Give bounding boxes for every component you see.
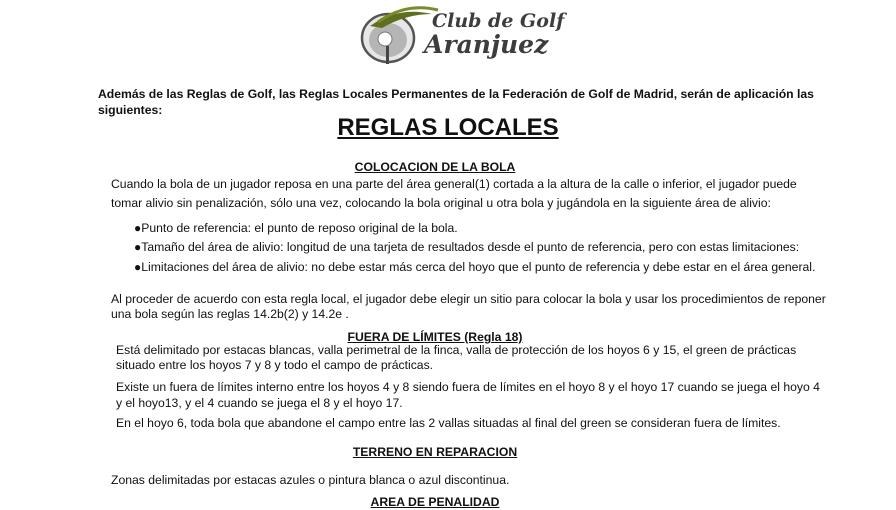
colocacion-para2-line2: una bola según las reglas 14.2b(2) y 14.2e . <box>111 307 349 321</box>
bullet-text: Tamaño del área de alivio: longitud de una tarjeta de resultados desde el punto de referencia, pero con estas limitaciones: <box>141 240 800 254</box>
section-title-area-penalidad: AREA DE PENALIDAD <box>370 495 500 509</box>
bullet-icon: ● <box>134 240 142 254</box>
fuera-p1-line2: situado entre los hoyos 7 y 8 y todo el campo de prácticas. <box>116 358 434 372</box>
section-title-colocacion: COLOCACION DE LA BOLA <box>354 160 516 174</box>
fuera-p1-line1: Está delimitado por estacas blancas, valla perimetral de la finca, valla de protección de los hoyos 6 y 15, el green de prácticas <box>116 343 797 357</box>
colocacion-para1-line1: Cuando la bola de un jugador reposa en una parte del área general(1) cortada a la altura de la calle o inferior, el jugador puede <box>111 177 797 191</box>
colocacion-para1-line2: tomar alivio sin penalización, sólo una vez, colocando la bola original u otra bola y jugándola en la siguiente área de alivio: <box>111 196 771 210</box>
bullet-item-tamano <box>134 239 799 255</box>
bullet-text: Punto de referencia: el punto de reposo original de la bola. <box>141 221 458 235</box>
fuera-p2-line1: Existe un fuera de límites interno entre los hoyos 4 y 8 siendo fuera de límites en el hoyo 8 y el hoyo 17 cuando se juega el hoyo 4 <box>116 380 820 394</box>
page-title: REGLAS LOCALES <box>337 114 559 141</box>
terreno-text: Zonas delimitadas por estacas azules o pintura blanca o azul discontinua. <box>111 473 510 487</box>
intro-paragraph: Además de las Reglas de Golf, las Reglas Locales Permanentes de la Federación de Golf de Madrid, serán de aplicación las siguientes: <box>98 87 814 117</box>
bullet-text: Limitaciones del área de alivio: no debe estar más cerca del hoyo que el punto de referencia y debe estar en el área general. <box>141 260 816 274</box>
bullet-item-referencia <box>134 220 458 236</box>
bullet-icon: ● <box>134 260 142 274</box>
logo-text-aranjuez: Aranjuez <box>424 30 549 59</box>
colocacion-para2-line1: Al proceder de acuerdo con esta regla local, el jugador debe elegir un sitio para colocar la bola y usar los procedimientos de reponer <box>111 292 826 306</box>
logo-text-club: Club de Golf <box>432 10 565 32</box>
fuera-p3: En el hoyo 6, toda bola que abandone el campo entre las 2 vallas situadas al final del green se consideran fuera de límites. <box>116 416 781 430</box>
bullet-item-limitaciones <box>134 259 815 275</box>
fuera-p2-line2: y el hoyo13, y el 4 cuando se juega el 8 y el hoyo 17. <box>116 396 403 410</box>
section-title-terreno: TERRENO EN REPARACION <box>352 445 518 459</box>
section-title-fuera-limites: FUERA DE LÍMITES (Regla 18) <box>347 330 523 344</box>
bullet-icon: ● <box>134 221 142 235</box>
